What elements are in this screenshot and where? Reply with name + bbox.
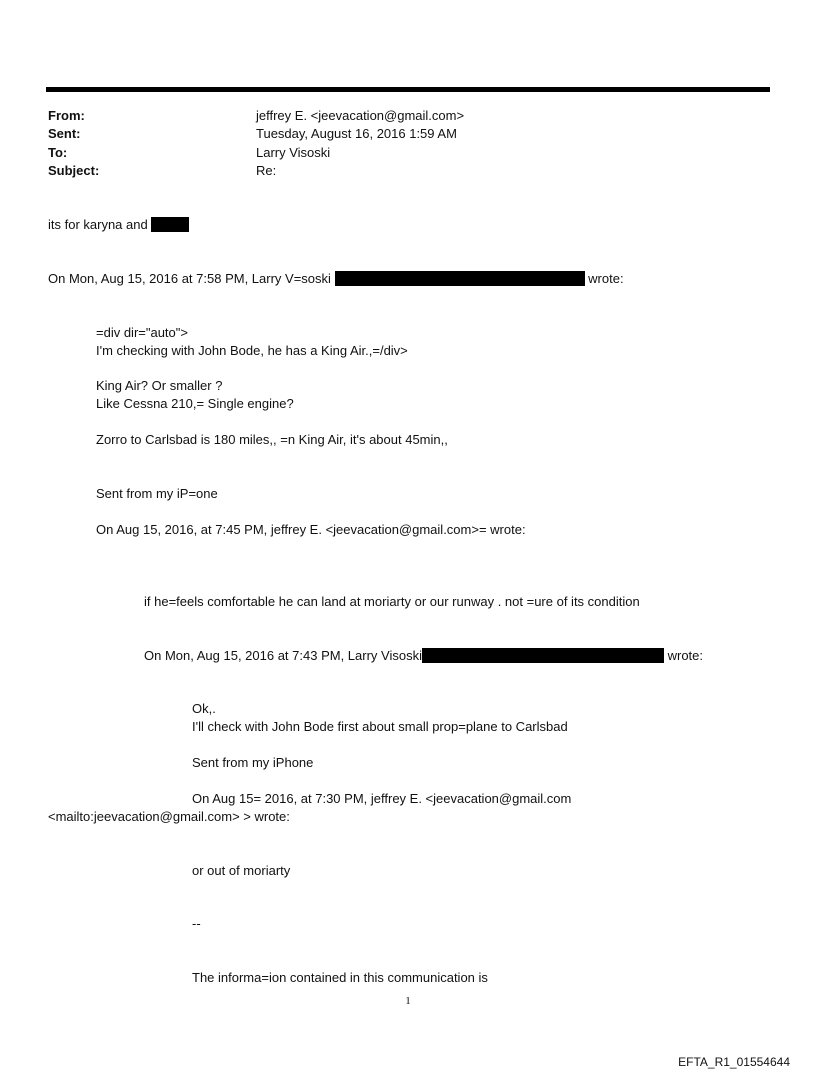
body-line-18: -- xyxy=(192,916,201,931)
body-line-10: if he=feels comfortable he can land at moriarty or our runway . not =ure of its condition xyxy=(144,594,640,609)
body-line-1 xyxy=(48,216,189,234)
body-line-17: or out of moriarty xyxy=(192,863,291,878)
sent-row xyxy=(48,125,81,143)
body-line-7: Zorro to Carlsbad is 180 miles,, =n King Air, it's about 45min,, xyxy=(96,432,448,447)
body-text: its for karyna and xyxy=(48,217,148,232)
body-line-19: The informa=ion contained in this communication is xyxy=(192,970,488,985)
redaction-block xyxy=(422,648,664,663)
redaction-block xyxy=(151,217,189,232)
body-text: wrote: xyxy=(588,271,624,286)
body-line-11 xyxy=(144,647,703,665)
page-number: 1 xyxy=(405,995,411,1007)
body-line-15: On Aug 15= 2016, at 7:30 PM, jeffrey E. <jeevacation@gmail.com xyxy=(192,791,572,806)
body-line-4: I'm checking with John Bode, he has a King Air.,=/div> xyxy=(96,343,408,358)
from-row xyxy=(48,107,85,125)
body-line-6: Like Cessna 210,= Single engine? xyxy=(96,396,294,411)
body-line-2 xyxy=(48,270,624,288)
body-line-9: On Aug 15, 2016, at 7:45 PM, jeffrey E. <jeevacation@gmail.com>= wrote: xyxy=(96,522,526,537)
redaction-block xyxy=(335,271,585,286)
body-line-5: King Air? Or smaller ? xyxy=(96,378,223,393)
subject-label: Subject: xyxy=(48,163,100,178)
body-text: On Mon, Aug 15, 2016 at 7:43 PM, Larry Visoski xyxy=(144,648,422,663)
body-text: On Mon, Aug 15, 2016 at 7:58 PM, Larry V=soski xyxy=(48,271,331,286)
header-rule xyxy=(46,87,770,92)
subject-value: Re: xyxy=(256,163,277,178)
sent-label: Sent: xyxy=(48,126,81,141)
subject-row xyxy=(48,162,99,180)
document-id: EFTA_R1_01554644 xyxy=(678,1055,790,1069)
to-value: Larry Visoski xyxy=(256,145,331,160)
body-line-16: <mailto:jeevacation@gmail.com> > wrote: xyxy=(48,809,290,824)
from-value: jeffrey E. <jeevacation@gmail.com> xyxy=(256,108,465,123)
sent-value: Tuesday, August 16, 2016 1:59 AM xyxy=(256,126,457,141)
body-line-8: Sent from my iP=one xyxy=(96,486,218,501)
body-line-14: Sent from my iPhone xyxy=(192,755,314,770)
from-label: From: xyxy=(48,108,85,123)
body-line-3: =div dir="auto"> xyxy=(96,325,188,340)
to-label: To: xyxy=(48,145,68,160)
body-text: wrote: xyxy=(667,648,704,663)
body-line-13: I'll check with John Bode first about small prop=plane to Carlsbad xyxy=(192,719,568,734)
body-line-12: Ok,. xyxy=(192,701,216,716)
to-row xyxy=(48,144,67,162)
